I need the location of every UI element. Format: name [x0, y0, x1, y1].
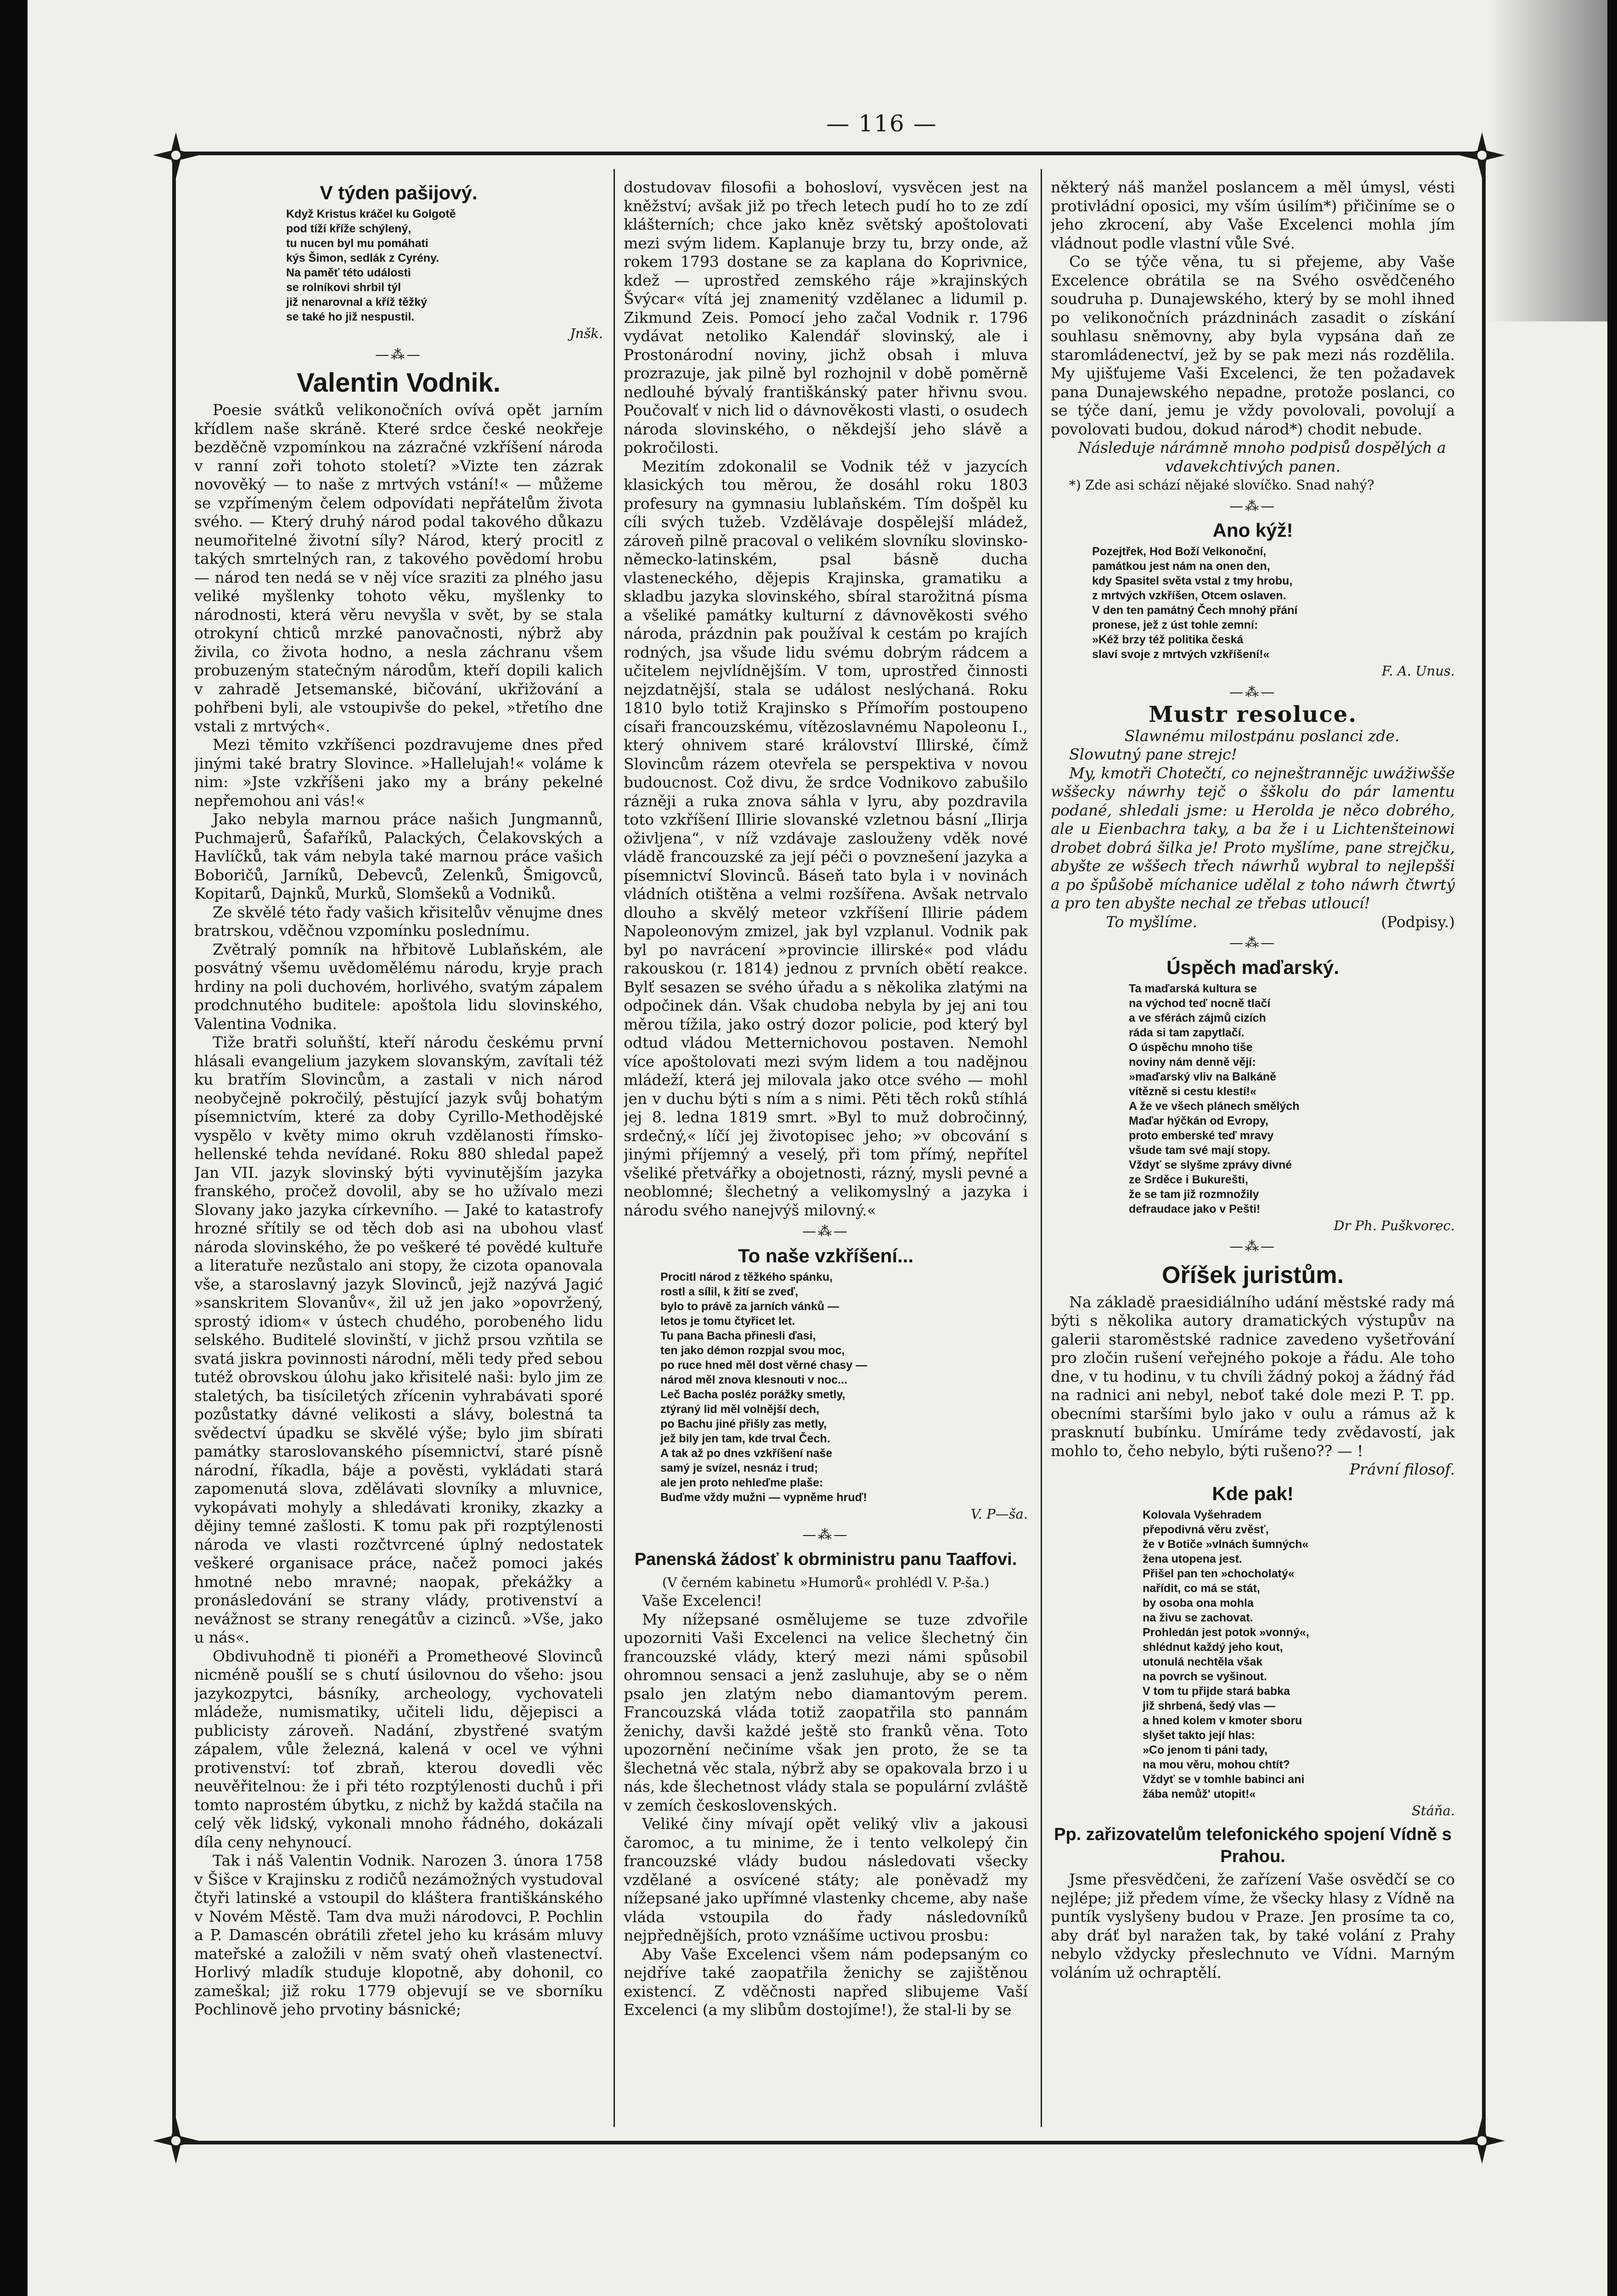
- paragraph: Co se týče věna, tu si přejeme, aby Vaše Excelence obrátila se na Svého osvědčeného soudruha p. Dunajewského, který by se mohl ihned po velikonočních prázdninách zasadit o získání souhlasu sněmovny, aby byla vypsána daň ze staromládenectví, jež by se pak mezi nás rozdělila. My ujišťujeme Vaši Excelenci, že ten požadavek pana Dunajewského nepadne, protože poslanci, co se týče daní, jemu je vždy povolovali, povolují a povolovati budou, dokud národ*) chodit nebude.: [1051, 253, 1455, 438]
- petition-subtitle: (V černém kabinetu »Humorů« prohlédl V. P-ša.): [662, 1574, 990, 1590]
- poem-tyden: [194, 207, 603, 324]
- poem-line: pod tíží kříže schýlený,: [286, 222, 411, 235]
- footnote: *) Zde asi schází nějaké slovíčko. Snad nahý?: [1069, 477, 1375, 493]
- paragraph: Jsme přesvědčeni, že zařízení Vaše osvědčí se co nejlépe; již předem víme, že všecky hlasy z Vídně na puntík vyslyšeny budou v Praze. Jen prosíme ta co, aby dráť byl naražen tak, by také volání z Prahy nebylo vždycky přeslechnuto ve Vídni. Marným voláním už ochraptělí.: [1051, 1870, 1455, 1981]
- poem-line: ze Srděce i Bukurešti,: [1129, 1173, 1248, 1186]
- poem-line: se také ho již nespustil.: [286, 310, 415, 323]
- poem-line: přepodivná věru zvěsť,: [1143, 1523, 1269, 1536]
- poem-line: žena utopena jest.: [1143, 1552, 1242, 1565]
- poem-line: a ve sférách zájmů cizích: [1129, 1011, 1266, 1024]
- page-frame: [172, 152, 1486, 2144]
- poem-line: defraudace jako v Pešti!: [1129, 1202, 1261, 1216]
- paragraph: Tiže bratři soluňští, kteří národu českému první hlásali evangelium jazykem slovanským, zavítali též ku bratřím Slovincům, a zastali v nich národ neobyčejně pokročilý, pěstující jazyk svůj bohatým písemnictvím, které za doby Cyrillo-Methodějské vyspělo v květy mimo okruh vzdělanosti římsko-hellenské tehda nevídané. Roku 880 shledal papež Jan VII. jazyk slovinský býti vyvinutějším jazyka franského, pročež dovolil, aby se ho užívalo mezi Slovany jako jazyka církevního. — Jaké to katastrofy hrozné sřítily se od těch dob asi na ubohou vlasť národa slovinského, že po veškeré té povědé kultuře a literatuře nezůstalo ani stopy, že cizota opanovala vše, a staroslavný jazyk Slovinců, jejž nazývá Jagić »sanskritem Slovanův«, žil už jen jako »opovržený, sprostý idiom« v ústech chudého, porobeného lidu selského. Buditelé slovinští, v jichž prsou vzňtila se svatá jiskra povinnosti národní, měli tedy před sebou tutéž obrovskou úlohu jako křisitelé naši: bylo jim ze staletých, ba tisíciletých zřícenin vyhrabávati sporé pozůstatky dávné velikosti a slávy, bolestná ta svědectví úpadku se skvělé výše; bylo jim sbírati památky staroslovanského písemnictví, staré písně národní, říkadla, báje a pověsti, vykládati stará zapomenutá slova, zdělávati slovníky a mluvnice, vykopávati mohyly a shledávati kroniky, zkazky a dějiny temné zašlosti. K tomu pak při rozptýlenosti národa ve vlasti rozčtvrcené úplný nedostatek veškeré organisace práce, načež pomoci jakés hmotné nebo mravné; naopak, překážky a pronásledování se strany vlády, protivenství a nevážnost se strany renegátův a cizinců. »Vše, jako u nás«.: [194, 1033, 603, 1646]
- paragraph: My nížepsané osmělujeme se tuze zdvořile upozorniti Vaši Excelenci na velice šlechetný čin francouzské vlády, který mezi námi spůsobil ohromnou sensaci a jenž zasluhuje, aby se o něm psalo jen zlatým nebo diamantovým perem. Francouzská vláda totiž zaopatřila sto pannám ženichy, davši každé ještě sto franků věna. Toto upozornění nečiníme však jen proto, že se ta šlechetná věc stala, nýbrž aby se opakovala brzo i u nás, kde šlechetnost vlády stala se populární zvláště v zemích československých.: [624, 1610, 1028, 1814]
- poem-line: a hned kolem v kmoter sboru: [1143, 1714, 1302, 1727]
- petition-closing: Následuje nárámně mnoho podpisů dospělých a vdavekchtivých panen.: [1078, 439, 1446, 475]
- poem-line: po Bachu jiné přišly zas metly,: [660, 1417, 827, 1430]
- corner-ornament-bottom-right-icon: [1457, 2116, 1507, 2166]
- poem-line: utonulá nechtěla však: [1143, 1655, 1263, 1668]
- poem-line: Leč Bacha posléz porážky smetly,: [660, 1388, 845, 1401]
- poem-line: vítězně si cestu klestí!«: [1129, 1085, 1256, 1098]
- poem-line: jež bily jen tam, kde trval Čech.: [660, 1432, 830, 1445]
- paragraph: My, kmotři Chotečtí, co nejneštrannějc uwážiwšše wššecky náwrhy tejč o šškolu do pár lamentu podané, shledali jsme: u Herolda je něco dobrého, ale u Eienbachra taky, a ba že i u Lichtenšteinowi drobet dobrá šilka je! Proto myšlíme, pane strejčku, abyšte ze wššech třech náwrhů wybral to nejlepšši a po špůšobě míchanice udělal z toho náwrh čtwrtý a pro ten abyšte nechal ze třebas utloucí!: [1051, 764, 1455, 912]
- poem-line: na mou věru, mohou chtít?: [1143, 1758, 1290, 1771]
- article-title-muster: Mustr resoluce.: [1149, 702, 1357, 727]
- corner-ornament-top-left-icon: [151, 130, 201, 180]
- poem-line: Prohledán jest potok »vonný«,: [1143, 1626, 1309, 1639]
- poem-line: letos je tomu čtyřicet let.: [660, 1314, 795, 1328]
- paragraph: Na základě praesidiálního udání městské rady má býti s několika autory dramatických výstupův na galerii staroměstské radnice zavedeno vyšetřování pro zločin rušení veřejného pokoje a řádu. Ale toho dne, v tu hodinu, v tu chvíli žádný pokoj a žádný řád na radnici ani nebyl, neboť také dole mezi P. T. pp. obecními staršími bylo jako v oulu a rámus až k prasknutí bubínku. Umíráme tedy zvědavostí, jak mohlo to, čeho nebylo, býti rušeno?? — !: [1051, 1293, 1455, 1460]
- poem-line: všude tam své mají stopy.: [1129, 1143, 1270, 1157]
- corner-ornament-bottom-left-icon: [151, 2116, 201, 2166]
- poem-line: z mrtvých vzkříšen, Otcem oslaven.: [1092, 589, 1286, 602]
- poem-line: ztýraný lid měl volnější dech,: [660, 1402, 819, 1416]
- poem-line: Kolovala Vyšehradem: [1143, 1508, 1262, 1521]
- paragraph: Tak i náš Valentin Vodnik. Narozen 3. února 1758 v Šišce v Krajinsku z rodičů nezámožných vystudoval čtyři latinské a vstoupil do kláštera františkánského v Novém Městě. Tam dva muži národovci, P. Pochlin a P. Damascén obrátili zřetel jeho ku krásám mluvy mateřské a založili v něm svatý oheň vlastenectví. Horlivý mladík studuje klopotně, aby dohonil, co zameškal; již roku 1779 objevují se ve sborníku Pochlinově jeho prvotiny básnické;: [194, 1851, 603, 2018]
- poem-line: Na paměť této události: [286, 266, 411, 279]
- poem-line: že v Botiče »vlnách šumných«: [1143, 1537, 1309, 1551]
- poem-line: Procitl národ z těžkého spánku,: [660, 1270, 833, 1283]
- poem-ano: [1051, 544, 1455, 662]
- paragraph: dostudovav filosofii a bohosloví, vysvěcen jest na kněžství; avšak již po třech letech pudí ho to ze zdí klášterních; chce jako kněz světský apoštolovati mezi svým lidem. Kaplanuje brzy tu, brzy onde, až rokem 1793 dostane se za kaplana do Koprivnice, kdež — uprostřed zemského ráje »krajinských Švýcar« vítá jej znamenitý vzdělanec a lidumil p. Zikmund Zeis. Pomocí jeho začal Vodnik r. 1796 vydávat netoliko Kalendář slovinský, ale i Prostonárodní noviny, jichž obsah i mluva prozrazuje, jak pilně byl rozhojnil v době poměrně nedlouhé bývalý františkánský pater hřivnu svou. Poučovalť v nich lid o dávnověkosti vlasti, o osudech národa slovinského, o někdejší jeho slávě a pokročilosti.: [624, 178, 1028, 456]
- divider-ornament-icon: —⁂—: [1229, 1238, 1276, 1255]
- poem-vzkriseni: [624, 1270, 1028, 1505]
- poem-line: rostl a sílil, k žití se zveď,: [660, 1285, 799, 1298]
- poem-line: ale jen proto nehleďme plaše:: [660, 1476, 823, 1489]
- poem-line: že se tam již rozmnožily: [1129, 1187, 1259, 1201]
- poem-line: na východ teď nocně tlačí: [1129, 996, 1271, 1010]
- poem-line: proto emberské teď mravy: [1129, 1129, 1274, 1142]
- column-rule: [1041, 169, 1042, 2127]
- poem-line: shlédnut každý jeho kout,: [1143, 1640, 1283, 1654]
- paragraph: některý náš manžel poslancem a měl úmysl, vésti protivládní oposici, my vším úsilím*) přičiníme se o jeho zkrocení, aby Vaše Excelenci mohla jím vládnout podle vlastní vůle Své.: [1051, 178, 1455, 252]
- poem-line: Pozejtřek, Hod Boží Velkonoční,: [1092, 545, 1267, 558]
- corner-ornament-top-right-icon: [1457, 130, 1507, 180]
- poem-line: A tak až po dnes vzkříšení naše: [660, 1446, 833, 1460]
- article-title-petition: Panenská žádosť k obrministru panu Taaffovi.: [634, 1549, 1017, 1569]
- column-1: [194, 178, 603, 2122]
- poem-line: O úspěchu mnoho tiše: [1129, 1041, 1253, 1054]
- poem-line: noviny nám denně vějí:: [1129, 1055, 1256, 1069]
- poem-line: nařídit, co má se stát,: [1143, 1581, 1260, 1595]
- poem-line: kdy Spasitel světa vstal z tmy hrobu,: [1092, 574, 1293, 587]
- poem-line: Ta maďarská kultura se: [1129, 982, 1257, 995]
- poem-line: slaví svoje z mrtvých vzkříšení!«: [1092, 648, 1270, 661]
- poem-line: »maďarský vliv na Balkáně: [1129, 1070, 1276, 1083]
- paragraph: Mezitím zdokonalil se Vodnik též v jazycích klasických tou měrou, že dosáhl roku 1803 profesury na gymnasiu lublaňském. Tím došpěl ku cíli svých tužeb. Vzdělávaje dospělejší mládež, zároveň pilně pracoval o velikém slovníku slovinsko-německo-latinském, psal básně ducha vlasteneckého, dějepis Krajinska, gramatiku a skladbu jazyka slovinského, sbíral starožitná písma a všeliké památky kulturní z dávnověkosti svého národa, prázdnin pak používal k cestám po krajích rodných, jsa všude lidu svému dobrým rádcem a učitelem nejvlídnějším. V tom, uprostřed činnosti nejzdatnější, stala se událost neslýchaná. Roku 1810 bylo totiž Krajinsko s Přímořím postoupeno císaři francouzskému, vítězoslavnému Napoleonu I., který ohnivem staré království Illirské, čímž Slovincům rázem otevřela se perspektiva v novou budoucnost. Což divu, že srdce Vodnikovo zabušilo rázněji a ruka znova sáhla v lyru, aby pozdravila toto vzkříšení Illirie slovanské vzletnou básní „Ilirja oživljena“, v níž vzdávaje zaslouženy vděk nové vládě francouzské za její péči o povznešení jazyka a písemnictví Slovinců. Báseň tato byla i v novinách vládních otištěna a velmi rozšířena. Avšak netrvalo dlouho a skvělý meteor vzkříšení Illirie pádem Napoleonovým zmizel, jak byl vzplanul. Vodnik pak byl po navrácení »provincie illirské« pod vládu rakouskou (r. 1814) jednou z prvních obětí reakce. Bylť sesazen se svého úřadu a s několika zlatými na odpočinek dán. Však chudoba nebyla by jej ani tou měrou tížila, jako ostrý dozor policie, pod který byl odtud vládou Metternichovou postaven. Nemohl více apoštolovati mezi svým lidem a tou nadějnou mládeží, která jej milovala jako otce svého — mohl jen v duchu býti s ním a s nimi. Pěti těch roků stíhlá jej 8. ledna 1819 smrt. »Byl to muž dobročinný, srdečný,« líčí jej životopisec jeho; »v obcování s jinými příjemný a veselý, při tom přímý, nepřítel všeliké přetvářky a obojetnosti, rázný, mysli pevné a neoblomné; šlechetný a velikomyslný a jazyka i národu svého nanejvýš milovný.«: [624, 457, 1028, 1219]
- poem-line: již nenarovnal a kříž těžký: [286, 296, 428, 309]
- poem-line: V tom tu přijde stará babka: [1143, 1684, 1290, 1698]
- article-title-vodnik: Valentin Vodnik.: [297, 368, 501, 398]
- poem-line: ten jako démon rozpjal svou moc,: [660, 1344, 845, 1357]
- poem-line: bylo to právě za jarních vánků —: [660, 1300, 839, 1313]
- paragraph: Veliké činy mívají opět veliký vliv a jakousi čaromoc, a tu minime, že i tento velkolepý čin francouzské vlády budou následovati všecky vzdělané a osvícené státy; ale poněvadž my nížepsané jako upřímné vlastenky chceme, aby naše vláda vstoupila do řady následovníků nejpřednějších, proto vznášíme uctivou prosbu:: [624, 1815, 1028, 1944]
- poem-line: by osoba ona mohla: [1143, 1596, 1254, 1609]
- column-3: [1051, 178, 1455, 2122]
- divider-ornament-icon: —⁂—: [1229, 935, 1276, 951]
- article-title-orisek: Oříšek juristům.: [1162, 1261, 1344, 1289]
- poem-line: samý je svízel, nesnáz i trud;: [660, 1461, 818, 1474]
- paragraph: Obdivuhodně ti pionéři a Prometheové Slovinců nicméně poušlí se s chutí úsilovnou do všeho: jsou jazykozpytci, básníky, archeology, vychovateli mládeže, numismatiky, učiteli lidu, dějepisci a publicisty zároveň. Nadání, zbystřené svatým zápalem, vůle železná, kalená v ocel ve výhni protivenství: toť zbraň, kterou dovedli věc neuvěřitelnou: že i při této rozptýlenosti duchů i při tomto naprostém úbytku, z nichž by každá stačila na celý věk lidský, vykonali mnoho řádného, dokázali díla ceny nehynoucí.: [194, 1647, 603, 1851]
- poem-title-kde: Kde pak!: [1212, 1482, 1294, 1504]
- signature: Stáňa.: [1412, 1802, 1455, 1818]
- poem-kde: [1051, 1508, 1455, 1801]
- divider-ornament-icon: —⁂—: [1229, 498, 1276, 514]
- poem-line: Buďme vždy mužni — vypněme hruď!: [660, 1491, 867, 1504]
- muster-closing: To myšlíme.: [1106, 912, 1198, 931]
- poem-line: na povrch se vyšinout.: [1143, 1670, 1267, 1683]
- poem-line: pronese, jež z úst tohle zemní:: [1092, 619, 1258, 631]
- poem-title-vzkriseni: To naše vzkříšení...: [738, 1244, 914, 1266]
- signature: V. P—ša.: [970, 1506, 1028, 1522]
- article-title-telephone: Pp. zařizovatelům telefonického spojení Vídně s Prahou.: [1054, 1825, 1452, 1866]
- signature: F. A. Unus.: [1381, 663, 1455, 679]
- petition-salutation: Vaše Excelenci!: [642, 1592, 762, 1609]
- paragraph: Aby Vaše Excelenci všem nám podepsaným co nejdříve také zaopatřila ženichy se zajištěnou existencí. Z vděčnosti napřed slibujeme Vaší Excelenci (a my slibům dostojíme!), že stal-li by se: [624, 1945, 1028, 2019]
- poem-uspech: [1051, 981, 1455, 1216]
- poem-line: V den ten památný Čech mnohý přání: [1092, 604, 1298, 617]
- poem-line: národ měl znova klesnouti v noc...: [660, 1373, 848, 1386]
- signature: Právní filosof.: [1349, 1460, 1455, 1478]
- poem-line: »Co jenom ti páni tady,: [1143, 1743, 1268, 1756]
- poem-title-tyden: V týden pašijový.: [320, 182, 478, 203]
- poem-line: již shrbená, šedý vlas —: [1143, 1699, 1276, 1712]
- divider-ornament-icon: —⁂—: [375, 346, 422, 363]
- paragraph: Ze skvělé této řady vašich křisitelův věnujme dnes bratrskou, vděčnou vzpomínku poslednímu.: [194, 903, 603, 940]
- poem-line: tu nucen byl mu pomáhati: [286, 237, 428, 250]
- signature: Dr Ph. Puškvorec.: [1334, 1217, 1455, 1233]
- signature: Jnšk.: [570, 326, 603, 341]
- column-2: [624, 178, 1028, 2122]
- paragraph: Zvětralý pomník na hřbitově Lublaňském, ale posvátný všemu uvědomělému národu, kryje prach hrdiny na poli duchovém, horlivého, svatým zápalem prodchnutého buditele: apoštola lidu slovinského, Valentina Vodnika.: [194, 940, 603, 1033]
- divider-ornament-icon: —⁂—: [1229, 684, 1276, 700]
- muster-greeting: Slowutný pane strejc!: [1069, 745, 1237, 763]
- paragraph: Poesie svátků velikonočních ovívá opět jarním křídlem naše skráně. Které srdce české neokřeje bezděčně vzpomínkou na zázračné vzkříšení národa v ranní zoři tohoto století? »Vizte ten zázrak novověký — to naše z mrtvých vstání!« — můžeme se vzpřímeným čelem odpovídati nepřátelům života svého. — Který druhý národ podal takového důkazu neumořitelné životní síly? Národ, který procitl z takých smrtelných ran, z takového povědomí hrobu — národ ten nedá se v něj více sraziti za plného jasu veliké myšlenky tohoto věku, myšlenky to národnosti, která věru nevyšla v svět, by se stala otrokyní chticů mrzké panovačnosti, nýbrž aby živila, co života hodno, a nesla záchranu všem probuzeným statečným národům, kteří dopili kalich v zahradě Jetsemanské, bičování, ukřižování a pohřbeni byli, ale vstoupivše do pekel, »třetího dne vstali z mrtvých«.: [194, 401, 603, 735]
- poem-line: Tu pana Bacha přinesli ďasi,: [660, 1329, 816, 1342]
- column-rule: [614, 169, 615, 2127]
- poem-line: »Kéž brzy též politika česká: [1092, 633, 1244, 646]
- poem-line: kýs Šimon, sedlák z Cyrény.: [286, 252, 439, 264]
- poem-title-uspech: Úspěch maďarský.: [1166, 956, 1339, 978]
- poem-line: A že ve všech plánech smělých: [1129, 1099, 1300, 1113]
- poem-line: se rolníkovi shrbil týl: [286, 281, 401, 294]
- poem-line: na živu se zachovat.: [1143, 1611, 1253, 1624]
- newspaper-page: [28, 0, 1607, 2296]
- muster-address: Slawnému milostpánu poslanci zde.: [1124, 726, 1400, 745]
- poem-line: žába nemůž' utopit!«: [1143, 1787, 1256, 1801]
- page-number: — 116 —: [826, 110, 937, 137]
- poem-line: památkou jest nám na onen den,: [1092, 560, 1270, 573]
- poem-line: po ruce hned měl dost věrné chasy —: [660, 1358, 868, 1372]
- muster-closing-row: [1051, 913, 1455, 932]
- poem-line: Přišel pan ten »chocholatý«: [1143, 1567, 1295, 1580]
- poem-line: Vždyť se slyšme zprávy divné: [1129, 1158, 1292, 1171]
- poem-title-ano: Ano kýž!: [1212, 519, 1293, 541]
- poem-line: ráda si tam zapytlačí.: [1129, 1026, 1245, 1039]
- poem-line: Maďar hýčkán od Evropy,: [1129, 1114, 1268, 1127]
- paragraph: Jako nebyla marnou práce našich Jungmannů, Puchmajerů, Šafaříků, Palackých, Čelakovských a Havlíčků, tak vám nebyla také marnou práce vašich Boboričů, Jarníků, Debevců, Zelenků, Šmigovců, Kopitarů, Dajnků, Murků, Slomšeků a Vodniků.: [194, 810, 603, 902]
- paragraph: Mezi těmito vzkříšenci pozdravujeme dnes před jinými také bratry Slovince. »Hallelujah!« voláme k nim: »Jste vzkříšeni jako my a brány pekelné nepřemohou ani vás!«: [194, 736, 603, 810]
- divider-ornament-icon: —⁂—: [802, 1223, 849, 1239]
- poem-line: Když Kristus kráčel ku Golgotě: [286, 208, 456, 220]
- poem-line: slyšet takto její hlas:: [1143, 1728, 1255, 1742]
- divider-ornament-icon: —⁂—: [802, 1527, 849, 1543]
- signature: (Podpisy.): [1381, 912, 1455, 931]
- poem-line: Vždyť se v tomhle babinci ani: [1143, 1773, 1305, 1786]
